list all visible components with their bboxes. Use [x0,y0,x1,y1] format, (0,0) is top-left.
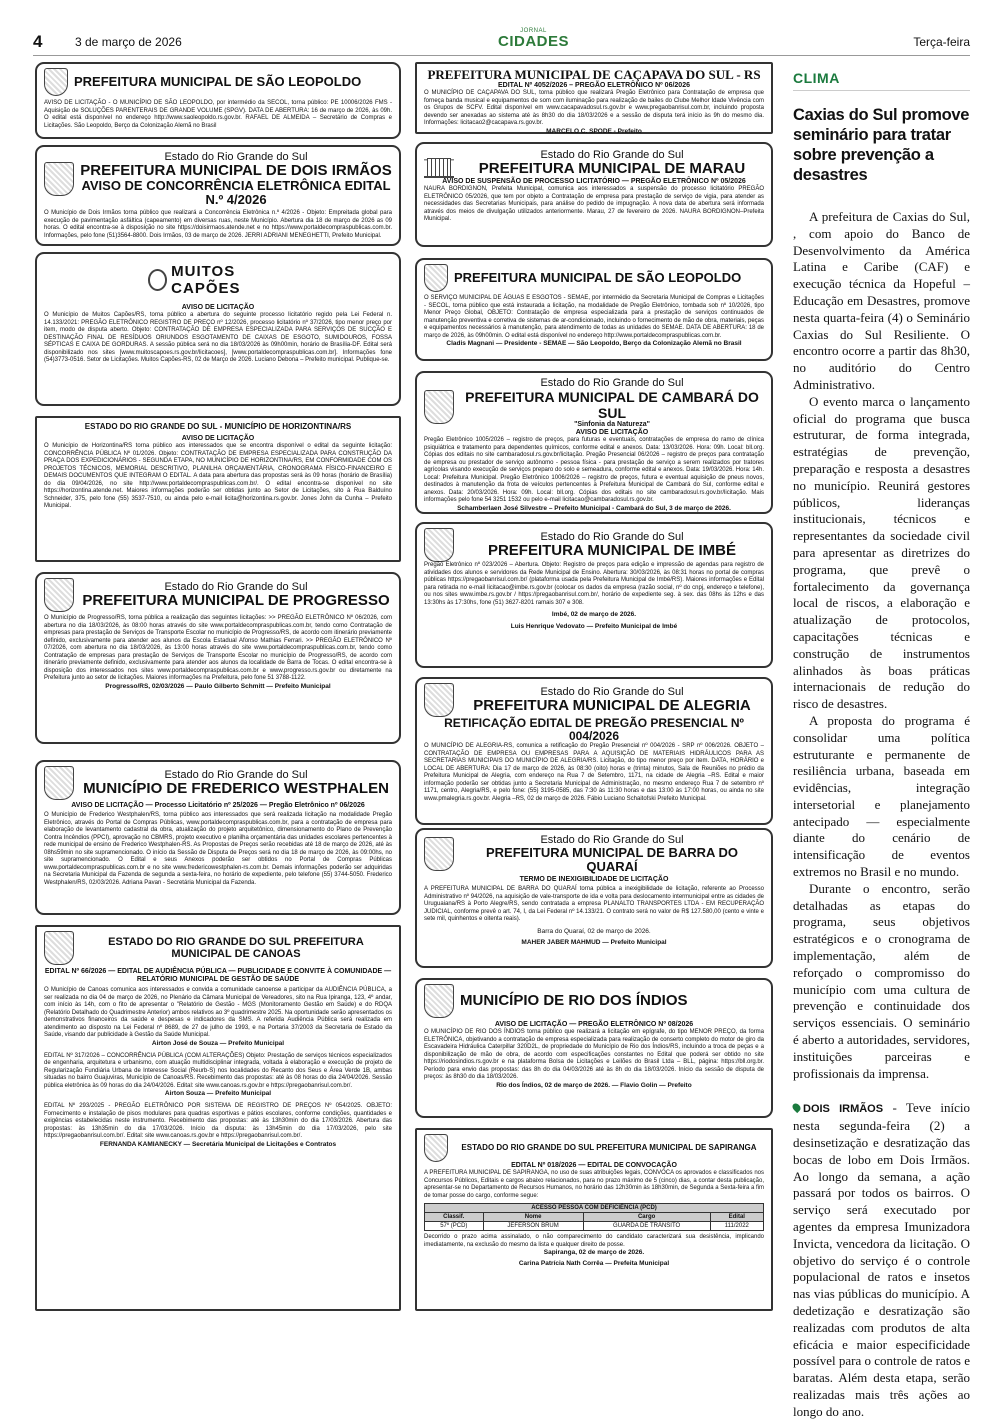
brand-small: JORNAL [520,28,547,34]
table-row [425,1222,764,1231]
notice-subtitle: EDITAL Nº 4052/2026 – PREGÃO ELETRÔNICO Nº 06/2026 [498,82,690,89]
notice-cambara-do-sul [415,371,773,514]
crest-icon [44,162,74,196]
notice-signature: Carina Patrícia Nath Corrêa — Prefeita Municipal [518,1260,670,1267]
table-title: ACESSO PESSOA COM DEFICIÊNCIA (PCD) [425,1204,764,1213]
logo-mark-icon [148,269,167,291]
notice-barra-do-quarai [415,828,773,968]
article-paragraph: Durante o encontro, serão detalhadas as etapas do programa, seus objetivos estratégicos e o cronograma de implementação, além de reforçado o compromisso do município com uma cultura de prevenção e continuidade dos serviços essenciais. O seminário é aberto a autoridades, servidores, instituições parceiras e profissionais da imprensa. [793,880,970,1081]
crest-icon [44,578,74,612]
notice-body: O MUNICÍPIO DE CAÇAPAVA DO SUL, torna público que realizará Pregão Eletrônico para Contratação de empresa que forneça banda musical e equipamentos de som com iluminação para realização de bailes do Clube Melhor Idade Vivência com os Grupos de SCFV. Edital disponível em www.cacapavadosul.rs.gov.br e www.pregaobanrisul.com.br, incluindo proposta devendo ser anexadas ao sistema até às 8h30 do dia 18/03/2026 e a sessão de disputa terá início às 9h do mesmo dia. Informações: licitacao2@cacapava.rs.gov.br. [424,90,764,126]
notice-subtitle: EDITAL Nº 018/2026 — EDITAL DE CONVOCAÇÃO [511,1162,677,1169]
notice-body: Pregão Eletrônico nº 023/2026 – Abertura. Objeto: Registro de preços para edição e impressão de agendas para registro de atividades dos alunos e servidores da Rede Municipal de Ensino. Abertura: 30/03/2026, às 08:31 horas no portal de compras públicas https://pregaobanrisul.com.br/ (plataforma usada pela Prefeitura Municipal de Imbé/RS). Maiores informações e Edital para retirada no e-mail licitacao@imbe.rs.gov.br (colocar os dados da empresa (razão social, nº do cnpj, endereço e telefone), ou nos sites www.imbe.rs.gov.br / https://pregaobanrisul.com.br/, horário de expediente seg. à sex. das 08hs às 12hs e das 13:30hs às 17:30hs, fone (51) 3627-8201 ramais 307 e 308. [424,562,764,606]
brand-logo [498,28,569,49]
news-column [793,70,970,1421]
notice-signature: Cladis Magnani — Presidente - SEMAE — São Leopoldo, Berço da Colonização Alemã no Brasil [446,340,742,347]
notice-title: PREFEITURA MUNICIPAL DE MARAU [478,160,746,177]
notice-signature-3: FERNANDA KAMIANECKY — Secretária Municipal de Licitações e Contratos [99,1140,337,1148]
cell-edital: 111/2022 [710,1222,763,1231]
notice-title: PREFEITURA MUNICIPAL DE SÃO LEOPOLDO [454,270,742,285]
notice-subtitle: AVISO DE LICITAÇÃO — PREGÃO ELETRÔNICO Nº 08/2026 [494,1021,694,1028]
page-header [33,28,970,56]
notice-sao-leopoldo [35,62,401,139]
notice-title: PREFEITURA MUNICIPAL DE IMBÉ [487,542,737,559]
notice-title: ESTADO DO RIO GRANDE DO SUL - MUNICÍPIO DE HORIZONTINA/RS [84,422,352,431]
notice-state: Estado do Rio Grande do Sul [540,377,684,389]
notice-marau [415,142,773,247]
notice-title: PREFEITURA MUNICIPAL DE BARRA DO QUARAÍ [485,845,739,874]
notice-subtitle: TERMO DE INEXIGIBILIDADE DE LICITAÇÃO [519,876,669,883]
notice-state: Estado do Rio Grande do Sul [540,531,684,543]
notice-body-1: O Município de Canoas comunica aos interessados e convida a comunidade canoense a participar da AUDIÊNCIA PÚBLICA, a ser realizada no dia 04 de março de 2026, no Plenário da Câmara Municipal de Vereadores, sito na Rua Ipiranga, 123, 4º andar, com início às 14h, com o fito de apresentar o "Relatório de Gestão - MGS (Monitoramento Gestão em Saúde) e do RDQA (Relatório Detalhado do Quadrimestre Anterior) ambos relativos ao 3º quadrimestre 2025. Na oportunidade serão apresentados os demonstrativos financeiros da saúde e despesas e indicadores da SMS. A referida Audiência Pública será realizada em atendimento ao disposto na Lei Federal nº 8689, de 27 de julho de 1993, e na Portaria 37/2003 da Secretaria de Estado da Saúde, visando dar publicidade à Gestão da Saúde Municipal. [44,987,392,1038]
col-nome: Nome [483,1213,583,1222]
page-number: 4 [33,32,43,51]
note-label: DOIS IRMÃOS [803,1103,884,1116]
notice-body: O MUNICÍPIO DE RIO DOS ÍNDIOS torna público que realizará a licitação em epígrafe, do tipo MENOR PREÇO, da forma ELETRÔNICA, objetivando a contratação de empresa especializada para realização de conserto completo do motor de giro da Escavadeira Hidráulica Caterpillar 320D2L, de propriedade do Município de Rio dos Índios/RS, incluindo a troca de peças e a disponibilização de mão de obra, de acordo com especificações constantes no Edital que poderá ser obtido no site https://riodosindios.rs.gov.br e na plataforma Bolsa de Licitações e Leilões do Brasil Ltda – BLL, página: https://bll.org.br. Período para envio das propostas: das 8h do dia 04/03/2026 até às 8h do dia 18/03/2026. Início da sessão de disputa de preços: às 8h30 do dia 18/03/2026. [424,1029,764,1080]
notice-state: Estado do Rio Grande do Sul [164,769,308,781]
notice-cacapava [415,62,773,134]
notice-body: Pregão Eletrônico 1005/2026 – registro de preços, para futuras e eventuais, contratações de empresa do ramo de clínica psiquiátrica e tratamento para dependentes químicos, conforme edital e anexos. Data: 13/03/2026. Hora: 09h. Local: bll.org. Cópias dos editais no site cambaradosul.rs.gov.br/licitação. Pregão Presencial 06/2026 – registro de preços para contratação de empresa ou prestador de serviço autônomo - pessoa física - para prestação de serviço a serem realizados por tratores agrícolas visando execução de serviços preparo do solo e semeadura, conforme edital e anexos. Data: 19/03/2026. Hora: 14h. Local: Prefeitura Municipal. Pregão Eletrônico 1006/2026 – registro de preços, futura e eventual aquisição de pneus novos, destinados à manutenção da frota de veículos pertencentes à Prefeitura Municipal de Cambará do Sul, conforme edital e anexos. Data: 20/03/2026. Hora: 09h. Local: bll.org. Cópias dos editais no site cambaradosul.rs.gov.br/licitação. Mais informações pelo fone 54 3251 1532 ou pelo e-mail licitacao@cambaradosul.rs.gov.br. [424,437,764,503]
crest-icon [424,1134,448,1162]
notice-title: MUNICÍPIO DE FREDERICO WESTPHALEN [83,780,389,797]
notice-canoas [35,925,401,1311]
cell-classif: 57º (PCD) [425,1222,484,1231]
notice-signature: MARCELO C. SPODE - Prefeito [546,127,642,135]
notice-title: ESTADO DO RIO GRANDE DO SUL PREFEITURA MUNICIPAL DE CANOAS [108,936,364,960]
notice-subtitle: AVISO DE LICITAÇÃO [575,429,649,436]
brand-name: CIDADES [498,33,570,50]
notice-subtitle: AVISO DE CONCORRÊNCIA ELETRÔNICA EDITAL N.º 4/2026 [81,178,391,207]
notice-signature: Schamberlaen José Silvestre – Prefeito Municipal - Cambará do Sul, 3 de março de 2026. [457,504,731,512]
crest-icon [44,931,74,965]
notice-motto: "Sinfonia da Natureza" [574,421,650,428]
article-paragraph: A proposta do programa é consolidar uma política estruturante e permanente de resiliência urbana, baseada em evidências, integração intersetorial e planejamento antecipado — especialmente diante do cenário de intensificação de eventos extremos no Brasil e no mundo. [793,712,970,880]
notice-subtitle: AVISO DE LICITAÇÃO [181,304,255,311]
notice-body: O MUNICÍPIO DE ALEGRIA-RS, comunica a retificação do Pregão Presencial nº 004/2026 - SRP nº 006/2026. OBJETO – CONTRATAÇÃO DE EMPRESA OU EMPRESAS PARA A AQUISIÇÃO DE MATERIAIS HIDRÁULICOS PARA AS SECRETARIAS MUNICIPAIS DO MUNICÍPIO DE ALEGRIA/RS. Licitação, do tipo menor preço por item. DATA, HORÁRIO e LOCAL DE ABERTURA: Dia 17 de março de 2026, às 08:30 (oito) horas e (trinta) minutos, Sala de Reuniões no prédio da Prefeitura Municipal de Alegria, com endereço na Rua 7 de Setembro, 1171, na cidade de Alegria –RS. Edital e maior informação poderão ser obtidas junto a Secretaria Municipal de Administração, no mesmo endereço Rua 7 de setembro nº 1171, centro, Alegria/RS, e pelo fone: (55) 3195-0585, das 7:30 às 11:30 horas e das 13:00 às 17:00 horas, ou ainda no site www.pmalegria.rs.gov.br. Alegria –RS, 02 de março de 2026. Fábio Luciano Schaitofski Prefeito Municipal. [424,743,764,802]
col-edital: Edital [710,1213,763,1222]
crest-icon [424,683,454,717]
cell-cargo: GUARDA DE TRÂNSITO [583,1222,710,1231]
header-day: Terça-feira [913,35,970,49]
brief-note [793,1100,970,1420]
logo-text: MUITOS CAPÕES [171,263,241,297]
cell-nome: JEFERSON BRUM [483,1222,583,1231]
notice-title: PREFEITURA MUNICIPAL DE ALEGRIA [473,697,751,714]
notice-signature-1: Airton José de Souza — Prefeito Municipal [151,1039,285,1047]
notice-horizontina [35,416,401,562]
article-paragraph: O evento marca o lançamento oficial do programa que busca estruturar, de forma integrada, estratégias de prevenção, preparação e resposta a desastres no município. Reunirá gestores públicos, lideranças institucionais, técnicos e representantes da sociedade civil para apresentar as diretrizes do programa, que prevê o fortalecimento da governança local de riscos, a elaboração e atualização de protocolos, capacitações técnicas e construção de instrumentos alinhados às boas práticas internacionais de redução do risco de desastres. [793,393,970,712]
crest-icon [424,390,454,424]
header-date: 3 de março de 2026 [75,35,182,49]
notice-date: Barra do Quaraí, 02 de março de 2026. [537,927,651,935]
notice-dois-irmaos [35,145,401,246]
note-text: - Teve início nesta segunda-feira (2) a desinsetização e desratização das bocas de lobo em Dois Irmãos. Ao longo da semana, a ação passará por todos os bairros. O serviço será executado por agentes da empresa Imunizadora Invicta, vencedora da licitação. O objetivo do serviço é o controle populacional de ratos e insetos nas vias públicas do município. A dedetização e desratização são realizadas com produtos de alta eficácia e maior especificidade possível para o controle de ratos e baratas. Além desta etapa, serão realizadas mais três ações ao longo do ano. [793,1100,970,1419]
notice-footer: Decorrido o prazo acima assinalado, o não comparecimento do candidato caracterizará sua desistência, implicando imediatamente, na exclusão do mesmo da lista e qualquer direito de posse. [424,1234,764,1248]
notice-subtitle: AVISO DE SUSPENSÃO DE PROCESSO LICITATÓRIO — PREGÃO ELETRÔNICO Nº 05/2026 [442,178,746,185]
crest-icon [44,68,68,96]
notice-signature: Luis Henrique Vedovato — Prefeito Municipal de Imbé [510,623,678,630]
notice-body: A PREFEITURA MUNICIPAL DE BARRA DO QUARAÍ torna pública a inexigibilidade de licitação, referente ao Processo Administrativo nº 94/2026, na aquisição de vale-transporte de ida e volta para deslocamento intermunicipal entre as cidades de Uruguaiana/RS à Porto Alegre/RS, sendo contratada a empresa PLANALTO TRANSPORTES LTDA - EM RECUPERAÇÃO JUDICIAL, conforme prevê o art. 74, I, da Lei Federal nº 14.133/21. O contrato será no valor de R$ 127.580,00 (cento e vinte e sete mil, quinhentos e oitenta reais). [424,886,764,922]
notice-imbe [415,522,773,668]
location-pin-icon [791,1102,802,1113]
notice-state: Estado do Rio Grande do Sul [164,151,308,163]
notice-date: Imbé, 02 de março de 2026. [551,611,637,618]
col-cargo: Cargo [583,1213,710,1222]
notice-body: O Município de Muitos Capões/RS, torna público a abertura do seguinte processo licitatório regido pela Lei Federal n. 14.133/2021: PREGÃO ELETRÔNICO REGISTRO DE PREÇO nº 12/2026, processo licitatório nº 37/2026, tipo menor preço por item, modo de disputa aberto. Objeto: CONTRATAÇÃO DE EMPRESA ESPECIALIZADA PARA SERVIÇOS DE SUCÇÃO E DESTINAÇÃO FINAL DE RESÍDUOS ORIUNDOS ESGOTAMENTO DE CAIXAS DE ESGOTO, SUMIDOUROS, FOSSA SÉPTICAS E CAIXA DE GORDURAS. A sessão pública será no dia 18/03/2026 às 09h00min, horário de Brasília-DF. Edital será disponibilizado nos sites [www.muitoscapoes.rs.gov.br/licitacoes], [www.portaldecompraspublicas.com.br]. Informações fone (54)3773-0516. Setor de Licitações. Muitos Capões-RS, 02 de Março de 2026. Luciano Debona – Prefeito municipal. Publique-se. [44,312,392,363]
notice-body: A PREFEITURA MUNICIPAL DE SAPIRANGA, no uso de suas atribuições legais, CONVOCA os aprovados e classificados nos Concursos Públicos, Editais e cargos abaixo relacionados, para no prazo máximo de 5 (cinco) dias, a contar desta publicação, apresentar-se no Departamento de Recursos Humanos, no horário das 12h30min às 18h30min, de Segunda a Sexta-feira a fim de tomar posse do cargo, conforme segue: [424,1170,764,1199]
notice-muitos-capoes [35,252,401,406]
notice-state: Estado do Rio Grande do Sul [540,686,684,698]
notice-subtitle: AVISO DE LICITAÇÃO — Processo Licitatório nº 25/2026 — Pregão Eletrônico nº 06/2026 [71,802,365,809]
convocation-table [424,1203,764,1231]
notice-state: Estado do Rio Grande do Sul [540,834,684,846]
notice-title: ESTADO DO RIO GRANDE DO SUL PREFEITURA MUNICIPAL DE SAPIRANGA [461,1143,757,1152]
crest-icon [424,264,448,292]
crest-icon [424,837,454,871]
crest-icon [424,528,454,562]
notice-body: O Município de Dois Irmãos torna público que realizará a Concorrência Eletrônica n.º 4/2026 - Objeto: Empreitada global para execução de pavimentação asfáltica (capeamento) em diversas ruas, neste Município. Abertura dia 18 de março de 2026 as 09 horas. O edital encontra-se à disposição no site https://doisirmaos.atende.net e no https://www.portaldecompraspublicas.com.br. Informações, pelo fone (51)3564-8800. Dois Irmãos, 03 de março de 2026. JERRI ADRIANI MENEGHETTI, Prefeito Municipal. [44,210,392,239]
notice-body: NAURA BORDIGNON, Prefeita Municipal, comunica aos interessados a suspensão do processo licitatório PREGÃO ELETRÔNICO 05/2026, que tem por objeto a Contratação de empresa para prestação de serviço de vigia, para atender as necessidades das Secretarias Municipais, para análise do pedido de impugnação. A nova data de abertura será informada através dos meios de divulgação utilizados anteriormente. Marau, 27 de fevereiro de 2026. NAURA BORDIGNON–Prefeita Municipal. [424,186,764,222]
notice-signature: Rio dos Índios, 02 de março de 2026. — Flavio Golin — Prefeito [496,1081,692,1089]
crest-icon [44,766,74,800]
notice-state: Estado do Rio Grande do Sul [540,149,684,161]
notice-title: PREFEITURA MUNICIPAL DE CAMBARÁ DO SUL [465,389,759,421]
notice-subtitle: AVISO DE LICITAÇÃO [181,435,255,442]
col-classif: Classif. [425,1213,484,1222]
notice-body: O Município de Horizontina/RS torna público aos interessados que se encontra disponível o edital da seguinte licitação: CONCORRÊNCIA PÚBLICA Nº 01/2026. Objeto: CONTRATAÇÃO DE EMPRESA ESPECIALIZADA PARA CONSTRUÇÃO DA PRAÇA DOS EXPEDICIONÁRIOS - SEGUNDA ETAPA, NO MUNICÍPIO DE HORIZONTINA/RS, EM CONFORMIDADE COM OS PROJETOS TÉCNICOS, MEMORIAL DESCRITIVO, PLANILHA ORÇAMENTÁRIA, CRONOGRAMA FÍSICO-FINANCEIRO E DEMAIS DOCUMENTOS QUE INTEGRAM O EDITAL. A data para abertura das propostas será às 09 horas (horário de Brasília) do dia 09/04/2026, no site http://www.portaldecompraspublicas.com.br/. O edital encontra-se disponível no site https://horizontina.atende.net. Maiores informações poderão ser obtidas junto ao Setor de Licitações, sito à Rua Balduíno Schneider, 375, pelo fone (55) 3537-7510, ou ainda pelo e-mail licita@horizontina.rs.gov.br. Jones John da Cunha – Prefeito Municipal. [44,443,392,509]
notice-body: O SERVIÇO MUNICIPAL DE ÁGUAS E ESGOTOS - SEMAE, por intermédio da Secretaria Municipal de Compras e Licitações - SECOL, torna público que está instaurada a licitação, na modalidade de Pregão Eletrônico, tombada sob nº 10/2026, tipo Menor Preço Global, OBJETO: Contratação de empresa especializada para a prestação de serviços continuados de manutenção preventiva e corretiva de sistemas de ar-condicionado, incluindo o fornecimento de mão de obra, materiais, peças e equipamentos necessários à manutenção, para atendimento de todas as unidades do SEMAE. DATA DE ABERTURA: 18 de março de 2026, às 09h00min. O edital está disponível no endereço http://www.portaldecompraspublicas.com.br. [424,295,764,339]
crest-icon [424,984,454,1018]
building-icon [424,148,454,178]
notice-signature: MAHER JABER MAHMUD — Prefeito Municipal [521,938,667,946]
notice-sapiranga [415,1128,773,1311]
notice-rio-dos-indios [415,978,773,1118]
notice-subtitle: RETIFICAÇÃO EDITAL DE PREGÃO PRESENCIAL Nº 004/2026 [444,716,744,743]
notice-frederico-westphalen [35,760,401,915]
notice-title: PREFEITURA MUNICIPAL DE DOIS IRMÃOS [80,162,392,179]
notice-body-2: EDITAL Nº 317/2026 – CONCORRÊNCIA PÚBLICA (COM ALTERAÇÕES) Objeto: Prestação de serviços técnicos especializados de engenharia, arquitetura e urbanismo, com atuação multidisciplinar integrada, voltada à elaboração e execução de projeto de Regularização Fundiária Urbana de Interesse Social (Reurb-S) nos localidades do Recanto dos Seus e Área Verde 1B, ambas situadas no bairro Guajuviras, Município de Canoas/RS. Recebimento das propostas: até às 08 horas do dia 24/04/2026. Sessão pública eletrônica às 09 horas do dia 24/04/2026. Edital: site www.canoas.rs.gov.br e https://pregaobanrisul.com.br/. [44,1052,392,1089]
muitos-capoes-logo [148,262,288,298]
section-label: CLIMA [793,70,970,91]
notice-body: O Município de Progresso/RS, torna pública a realização das seguintes licitações: >> PREGÃO ELETRÔNICO Nº 06/2026, com abertura no dia 18/03/2026, às 08:00 horas através do site www.portaldecompraspublicas.com.br, tendo como Contratação de empresas para prestação de Serviços de Transporte Escolar no município de Progresso/RS, de acordo com itinerário previamente definido, exclusivamente para atender aos alunos da Escola Estadual Afonso Mathias Ferrari. >> PREGÃO ELETRÔNICO Nº 07/2026, com abertura no dia 18/03/2026, às 13:00 horas através do site www.portaldecompraspublicas.com.br, tendo como Contratação de empresas para prestação de Serviços de Transporte Escolar no município de Progresso/RS, de acordo com itinerário previamente definido, exclusivamente para atender aos alunos da localidade de Barra de Tocas. O edital encontra-se à disposição dos interessados nos sites www.portaldecompraspublicas.com.br e www.progresso.rs.gov.br ou diretamente na Prefeitura junto ao setor de licitações. Maiores informações na Prefeitura, pelo fone 51 3788-1122. [44,615,392,681]
notice-alegria [415,677,773,825]
notice-title: MUNICÍPIO DE RIO DOS ÍNDIOS [460,992,688,1009]
notice-date: Sapiranga, 02 de março de 2026. [543,1249,645,1256]
notice-body: O Município de Frederico Westphalen/RS, torna público aos interessados que será realizada licitação na modalidade Pregão Eletrônico, através do Portal de Compras Públicas, www.portaldecompraspublicas.com.br, para a contratação de empresa para elaboração de levantamento cadastral da obra, atualização do projeto arquitetônico, dimensionamento do Plano de Prevenção Contra Incêndios (PPCI), aprovação no CBMRS, projeto executivo e planilha orçamentária das unidades escolares pertencentes à rede municipal de ensino de Frederico Westphalen-RS. As Propostas de Preços serão recebidas até 18 de março de 2026, até às 08hs59min no site supramencionado. O início da Sessão de Disputa de Preços será no dia 18 de março de 2026, às 09:00hs, no site supramencionado. O Edital e seus Anexos poderão ser obtidos no Portal de Compras Públicas www.portaldecompraspublicas.com.br e no site www.fredericowestphalen-rs.com.br. Demais informações poderão ser adquiridas na Secretaria Municipal da Fazenda de segunda a sexta-feira, no horário de expediente, pelo telefone (55) 3744-5050. Frederico Westphalen/RS, 02/03/2026. Adriana Pavan - Secretária Municipal da Fazenda. [44,812,392,886]
article-headline: Caxias do Sul promove seminário para tratar sobre prevenção a desastres [793,106,970,184]
notice-subtitle: EDITAL Nº 66/2026 — EDITAL DE AUDIÊNCIA PÚBLICA — PUBLICIDADE E CONVITE À COMUNIDADE — RELATÓRIO MUNICIPAL DE GESTÃO DE SAÚDE [44,968,392,983]
article-body [793,209,970,1082]
notice-title: PREFEITURA MUNICIPAL DE SÃO LEOPOLDO [74,74,362,89]
notice-semae-sao-leopoldo [415,258,773,361]
notice-signature-2: Airton Souza — Prefeito Municipal [164,1090,272,1097]
notice-title: PREFEITURA MUNICIPAL DE CAÇAPAVA DO SUL - RS [427,67,761,82]
notice-body: AVISO DE LICITAÇÃO - O MUNICÍPIO DE SÃO LEOPOLDO, por intermédio da SECOL, torna público: PE 10006/2026 FMS - Aquisição de SOLUÇÕES PARENTERAIS DE GRANDE VOLUME (SPGV). DATA DE ABERTURA: 16 de março de 2026, às 09h. O edital está disponível no endereço http://www.saoleopoldo.rs.gov.br. RAFAEL DE ALMEIDA – Secretário de Compras e Licitações. São Leopoldo, Berço da Colonização Alemã no Brasil [44,100,392,129]
notice-signature: Progresso/RS, 02/03/2026 — Paulo Gilberto Schmitt — Prefeito Municipal [105,682,331,690]
notice-progresso [35,572,401,744]
notice-state: Estado do Rio Grande do Sul [164,581,308,593]
article-paragraph: A prefeitura de Caxias do Sul, , com apoio do Banco de Desenvolvimento da América Latina e Caribe (CAF) e execução técnica da Hopeful – Educação em Desastres, promove nesta quarta-feira (4) o Seminário Caxias do Sul Resiliente. O encontro ocorre a partir das 8h30, no auditório do Centro Administrativo. [793,209,970,392]
notice-body-3: EDITAL Nº 293/2025 - PREGÃO ELETRÔNICO POR SISTEMA DE REGISTRO DE PREÇOS Nº 054/2025. OBJETO: Fornecimento e instalação de pisos modulares para quadras esportivas e pátios escolares, conforme condições, quantidades e exigências estabelecidas neste instrumento. Recebimento das propostas: até às 13h30min do dia 17/03/2026. Abertura das propostas: às 13h35min do dia 17/03/2026. Início da disputa: às 13h45min do dia 17/03/2026, pelo site https://pregaobanrisul.com.br/. Edital: site www.canoas.rs.gov.br e https://pregaobanrisul.com.br/. [44,1103,392,1139]
notice-title: PREFEITURA MUNICIPAL DE PROGRESSO [82,592,390,609]
